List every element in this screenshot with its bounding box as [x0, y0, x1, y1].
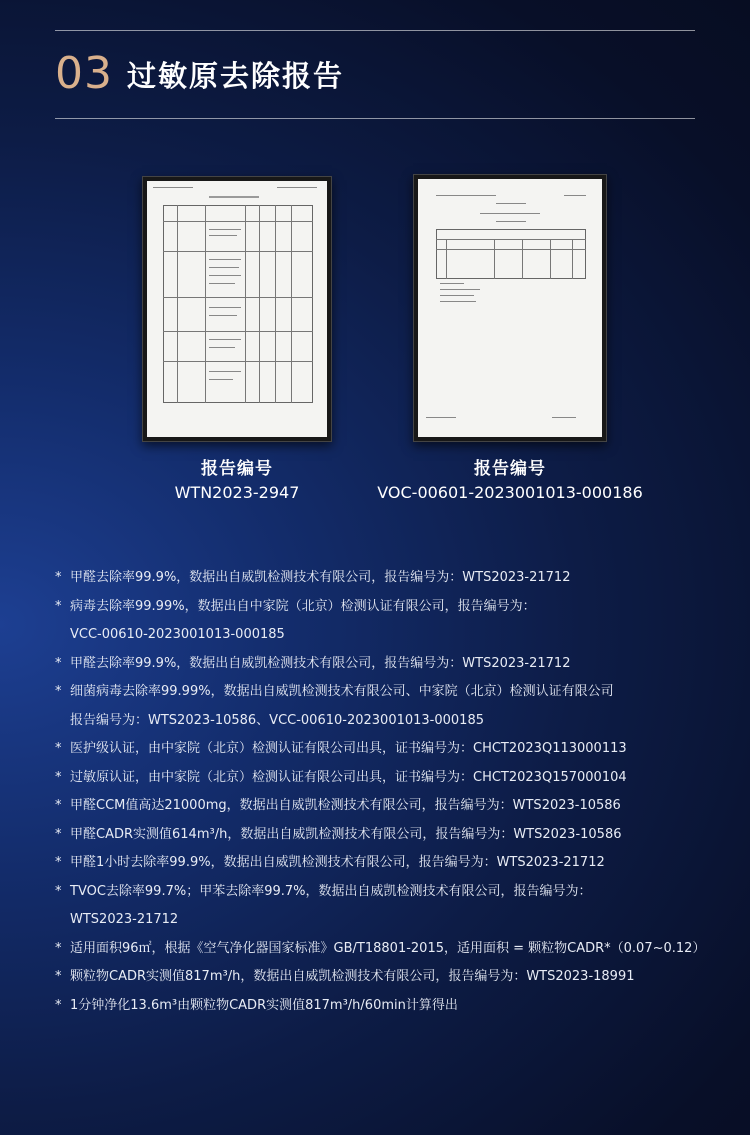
footnote-item	[55, 764, 705, 793]
footnote-text: 1分钟净化13.6m³由颗粒物CADR实测值817m³/h/60min计算得出	[70, 997, 458, 1013]
footnote-marker: *	[55, 684, 62, 699]
report-number: WTN2023-2947	[174, 483, 300, 502]
footnote-marker: *	[55, 940, 62, 956]
footnote-text-continued: WTS2023-21712	[70, 912, 179, 927]
footnote-text-continued: VCC-00610-2023001013-000185	[70, 627, 285, 642]
footnote-text: 甲醛CADR实测值614m³/h，数据出自威凯检测技术有限公司，报告编号为：WTS2023-10586	[70, 826, 622, 842]
footnote-item	[55, 878, 705, 935]
footnote-text: 甲醛CCM值高达21000mg，数据出自威凯检测技术有限公司，报告编号为：WTS2023-10586	[70, 798, 621, 813]
footnote-item	[55, 735, 705, 764]
footnote-text: 甲醛去除率99.9%，数据出自威凯检测技术有限公司，报告编号为：WTS2023-21712	[70, 655, 571, 671]
footnote-marker: *	[55, 655, 62, 671]
footnote-text: 颗粒物CADR实测值817m³/h，数据出自威凯检测技术有限公司，报告编号为：WTS2023-18991	[70, 969, 635, 984]
footnote-item	[55, 678, 705, 735]
footnote-marker: *	[55, 969, 62, 984]
footnote-text: 病毒去除率99.99%，数据出自中家院（北京）检测认证有限公司，报告编号为：	[70, 598, 536, 614]
footnotes-list	[55, 564, 705, 1020]
footnote-text: TVOC去除率99.7%；甲苯去除率99.7%，数据出自威凯检测技术有限公司，报告编号为：	[70, 883, 592, 899]
footnote-marker: *	[55, 826, 62, 842]
footnote-item	[55, 849, 705, 878]
footnote-text: 过敏原认证，由中家院（北京）检测认证有限公司出具，证书编号为：CHCT2023Q157000104	[70, 769, 627, 785]
section-title: 过敏原去除报告	[127, 58, 345, 93]
report-number: VOC-00601-2023001013-000186	[377, 483, 643, 502]
report-card-right	[377, 174, 643, 502]
footnote-text: 细菌病毒去除率99.99%，数据出自威凯检测技术有限公司、中家院（北京）检测认证有限公司	[70, 684, 614, 699]
report-frame	[142, 176, 332, 442]
section-header	[55, 48, 344, 100]
footnote-text-continued: 报告编号为：WTS2023-10586、VCC-00610-2023001013-000185	[70, 712, 484, 728]
footnote-text: 适用面积96㎡，根据《空气净化器国家标准》GB/T18801-2015，适用面积 = 颗粒物CADR*（0.07~0.12）	[70, 940, 706, 956]
footnote-marker: *	[55, 997, 62, 1013]
footnote-text: 医护级认证，由中家院（北京）检测认证有限公司出具，证书编号为：CHCT2023Q113000113	[70, 741, 627, 756]
footnote-text: 甲醛1小时去除率99.9%，数据出自威凯检测技术有限公司，报告编号为：WTS2023-21712	[70, 855, 605, 870]
report-label: 报告编号	[201, 459, 273, 479]
footnote-item	[55, 593, 705, 650]
footnote-marker: *	[55, 798, 62, 813]
footnote-marker: *	[55, 598, 62, 614]
report-document-image[interactable]	[147, 181, 327, 437]
footnote-item	[55, 564, 705, 593]
footnote-item	[55, 963, 705, 992]
footnote-marker: *	[55, 855, 62, 870]
report-document-image[interactable]	[418, 179, 602, 437]
footnote-marker: *	[55, 741, 62, 756]
footnote-text: 甲醛去除率99.9%，数据出自威凯检测技术有限公司，报告编号为：WTS2023-21712	[70, 570, 571, 585]
footnote-item	[55, 935, 705, 964]
footnote-item	[55, 821, 705, 850]
footnote-item	[55, 992, 705, 1021]
section-number: 03	[55, 48, 113, 99]
header-divider	[55, 118, 695, 119]
footnote-item	[55, 792, 705, 821]
footnote-marker: *	[55, 769, 62, 785]
top-divider	[55, 30, 695, 31]
footnote-marker: *	[55, 570, 62, 585]
footnote-item	[55, 650, 705, 679]
report-card-left	[142, 176, 332, 502]
report-label: 报告编号	[474, 459, 546, 479]
footnote-marker: *	[55, 883, 62, 899]
report-frame	[413, 174, 607, 442]
